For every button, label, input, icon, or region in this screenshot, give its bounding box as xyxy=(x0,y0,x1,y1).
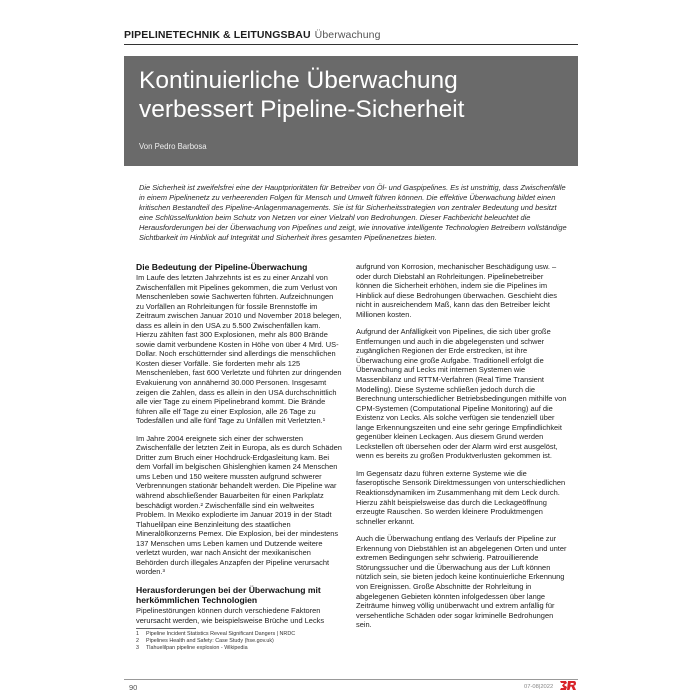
article-author: Von Pedro Barbosa xyxy=(139,142,207,151)
paragraph: Im Jahre 2004 ereignete sich einer der schwersten Zwischenfälle der letzten Zeit in Europa, als es durch Schäden Dritter zum Bruch einer Hochdruck-Erdgasleitung kam. Bei dem Vorfall im belgischen Ghislenghien kamen 24 Menschen ums Leben und 150 weitere mussten aufgrund schwerer Verbrennungen stationär behandelt werden. Die Pipeline war während abschließender Bauarbeiten für einen Parkplatz beschädigt worden.² Zwischenfälle sind ein weltweites Problem. In Mexiko explodierte im Januar 2019 in der Stadt Tlahuelilpan eine Benzinleitung des staatlichen Mineralölkonzerns Pemex. Die Explosion, bei der mindestens 137 Menschen ums Leben kamen und Dutzende weitere verletzt wurden, war nach Ansicht der mexikanischen Behörden durch illegales Anzapfen der Pipeline verursacht worden.³ xyxy=(136,433,342,577)
article-title-line1: Kontinuierliche Überwachung xyxy=(139,67,458,94)
footnote-item: 3 Tlahuelilpan pipeline explosion - Wikipedia xyxy=(136,645,248,652)
publisher-logo-icon xyxy=(560,680,576,691)
footnote-item: 2 Pipelines Health and Safety: Case Study (hse.gov.uk) xyxy=(136,637,274,644)
section-heading-importance: Die Bedeutung der Pipeline-Überwachung xyxy=(136,262,308,272)
paragraph: Pipelinestörungen können durch verschiedene Faktoren verursacht werden, wie beispielsweise Brüche und Lecks xyxy=(136,605,325,625)
text-column-left xyxy=(136,262,343,633)
article-lead: Die Sicherheit ist zweifelsfrei eine der Hauptprioritäten für Betreiber von Öl- und Gaspipelines. Es ist unstrittig, dass Zwischenfälle in einem Pipelinenetz zu verheerenden Folgen für Mensch und Umwelt führen können. Die effektive Überwachung bildet einen kritischen Bestandteil des Pipeline-Anlagenmanagements. Sie ist für Sicherheitsstrategien von zentraler Bedeutung und besitzt eine Schlüsselfunktion beim Schutz von Netzen vor einer Vielzahl von Bedrohungen. Dieser Fachbericht beleuchtet die Herausforderungen bei der Überwachung von Pipelines und zeigt, wie innovative intelligente Technologien Betreibern vollständige Sichtbarkeit im Hinblick auf Integrität und Sicherheit ihres gesamten Pipelinenetzes bieten. xyxy=(139,183,567,243)
page-number: 90 xyxy=(129,683,138,692)
paragraph: Im Gegensatz dazu führen externe Systeme wie die faseroptische Sensorik Direktmessungen von unterschiedlichen Reaktionsdynamiken im Zusammenhang mit dem Leck durch. Hierzu zählt beispielsweise das durch die Leckageöffnung erzeugte Rauschen. So werden kleinere Produktmengen schneller erkannt. xyxy=(356,468,566,526)
issue-label: 07-08|2022 xyxy=(524,684,554,690)
footnote-divider xyxy=(136,628,196,629)
text-column-right xyxy=(356,262,567,638)
footnote-link[interactable]: Tlahuelilpan pipeline explosion - Wikipedia xyxy=(146,645,248,652)
article-title-line2: verbessert Pipeline-Sicherheit xyxy=(139,96,465,123)
footer-divider xyxy=(124,679,578,680)
section-subtitle: Überwachung xyxy=(314,29,381,41)
section-heading-challenges: Herausforderungen bei der Überwachung mit herkömmlichen Technologien xyxy=(136,584,321,605)
footnotes xyxy=(136,628,343,652)
paragraph: Im Laufe des letzten Jahrzehnts ist es zu einer Anzahl von Zwischenfällen mit Pipelines gekommen, die zum Verlust von Menschenleben sowie Sachwerten führten. Aufzeichnungen zu Vorfällen an Rohrleitungen für fossile Brennstoffe im Zeitraum zwischen Januar 2010 und November 2018 belegen, dass es allein in den USA zu 5.500 Zwischenfällen kam. Hierzu zählten fast 300 Explosionen, mehr als 800 Brände sowie damit verbundene Kosten in Höhe von über 4 Mrd. US-Dollar. Noch erschütternder sind allerdings die menschlichen Kosten dieser Vorfälle. Sie forderten mehr als 125 Menschenleben, fast 600 Verletzte und führten zur dringenden Evakuierung von annähernd 30.000 Personen. Insgesamt zeigen die Zahlen, dass es allein in den USA durchschnittlich alle vier Tage zu einem Pipelinebrand kommt. Die Brände führen alle elf Tage zu einer Explosion, alle 26 Tage zu Todesfällen und alle fünf Tage zu Unfällen mit Verletzten.¹ xyxy=(136,273,342,426)
paragraph: aufgrund von Korrosion, mechanischer Beschädigung usw. – oder durch Diebstahl an Rohrleitungen. Pipelinebetreiber können die Sicherheit erhöhen, indem sie die Pipelines im Hinblick auf diese Bedrohungen überwachen. Geschieht dies nicht in ausreichendem Maß, kann das den Betreiber leicht Millionen kosten. xyxy=(356,262,557,319)
paragraph: Aufgrund der Anfälligkeit von Pipelines, die sich über große Entfernungen und auch in die abgelegensten und schwer zugänglichen Regionen der Erde erstrecken, ist ihre Überwachung eine große Aufgabe. Traditionell erfolgt die Überwachung auf Lecks mit internen Systemen wie Massenbilanz und RTTM-Verfahren (Real Time Transient Modelling). Diese Systeme schließen jedoch durch die Berechnung unterschiedlicher Betriebsbedingungen mithilfe von CPM-Systemen (Computational Pipeline Monitoring) auf die Existenz von Lecks. Als solche verfügen sie tendenziell über lange Erkennungszeiten und eine sehr geringe Empfindlichkeit gegenüber kleinen Leckagen. Aus diesem Grund werden Leckstellen oft übersehen oder der Alarm wird erst ausgelöst, wenn es bereits zu großen Produktverlusten gekommen ist. xyxy=(356,327,567,461)
footnote-link[interactable]: Pipelines Health and Safety: Case Study (hse.gov.uk) xyxy=(146,637,274,644)
footnote-item: 1 Pipeline Incident Statistics Reveal Significant Dangers | NRDC xyxy=(136,630,296,637)
section-title: PIPELINETECHNIK & LEITUNGSBAU xyxy=(124,29,311,41)
title-banner xyxy=(124,56,578,166)
footnote-link[interactable]: Pipeline Incident Statistics Reveal Significant Dangers | NRDC xyxy=(146,630,296,637)
paragraph: Auch die Überwachung entlang des Verlaufs der Pipeline zur Erkennung von Diebstählen ist an abgelegenen Orten und unter extremen Bedingungen sehr schwierig. Patrouillierende Störungssucher und die Überwachung aus der Luft können nützlich sein, sie bieten jedoch keine kontinuierliche Erkennung von Ereignissen. Große Abschnitte der Rohrleitung in abgelegenen Gebieten könnten infolgedessen über lange Zeiträume hinweg völlig unüberwacht und extrem anfällig für versehentliche Schäden oder sogar kriminelle Bedrohungen sein. xyxy=(356,534,567,630)
article-title xyxy=(139,66,464,124)
header-divider xyxy=(124,44,578,45)
section-header xyxy=(124,29,578,41)
